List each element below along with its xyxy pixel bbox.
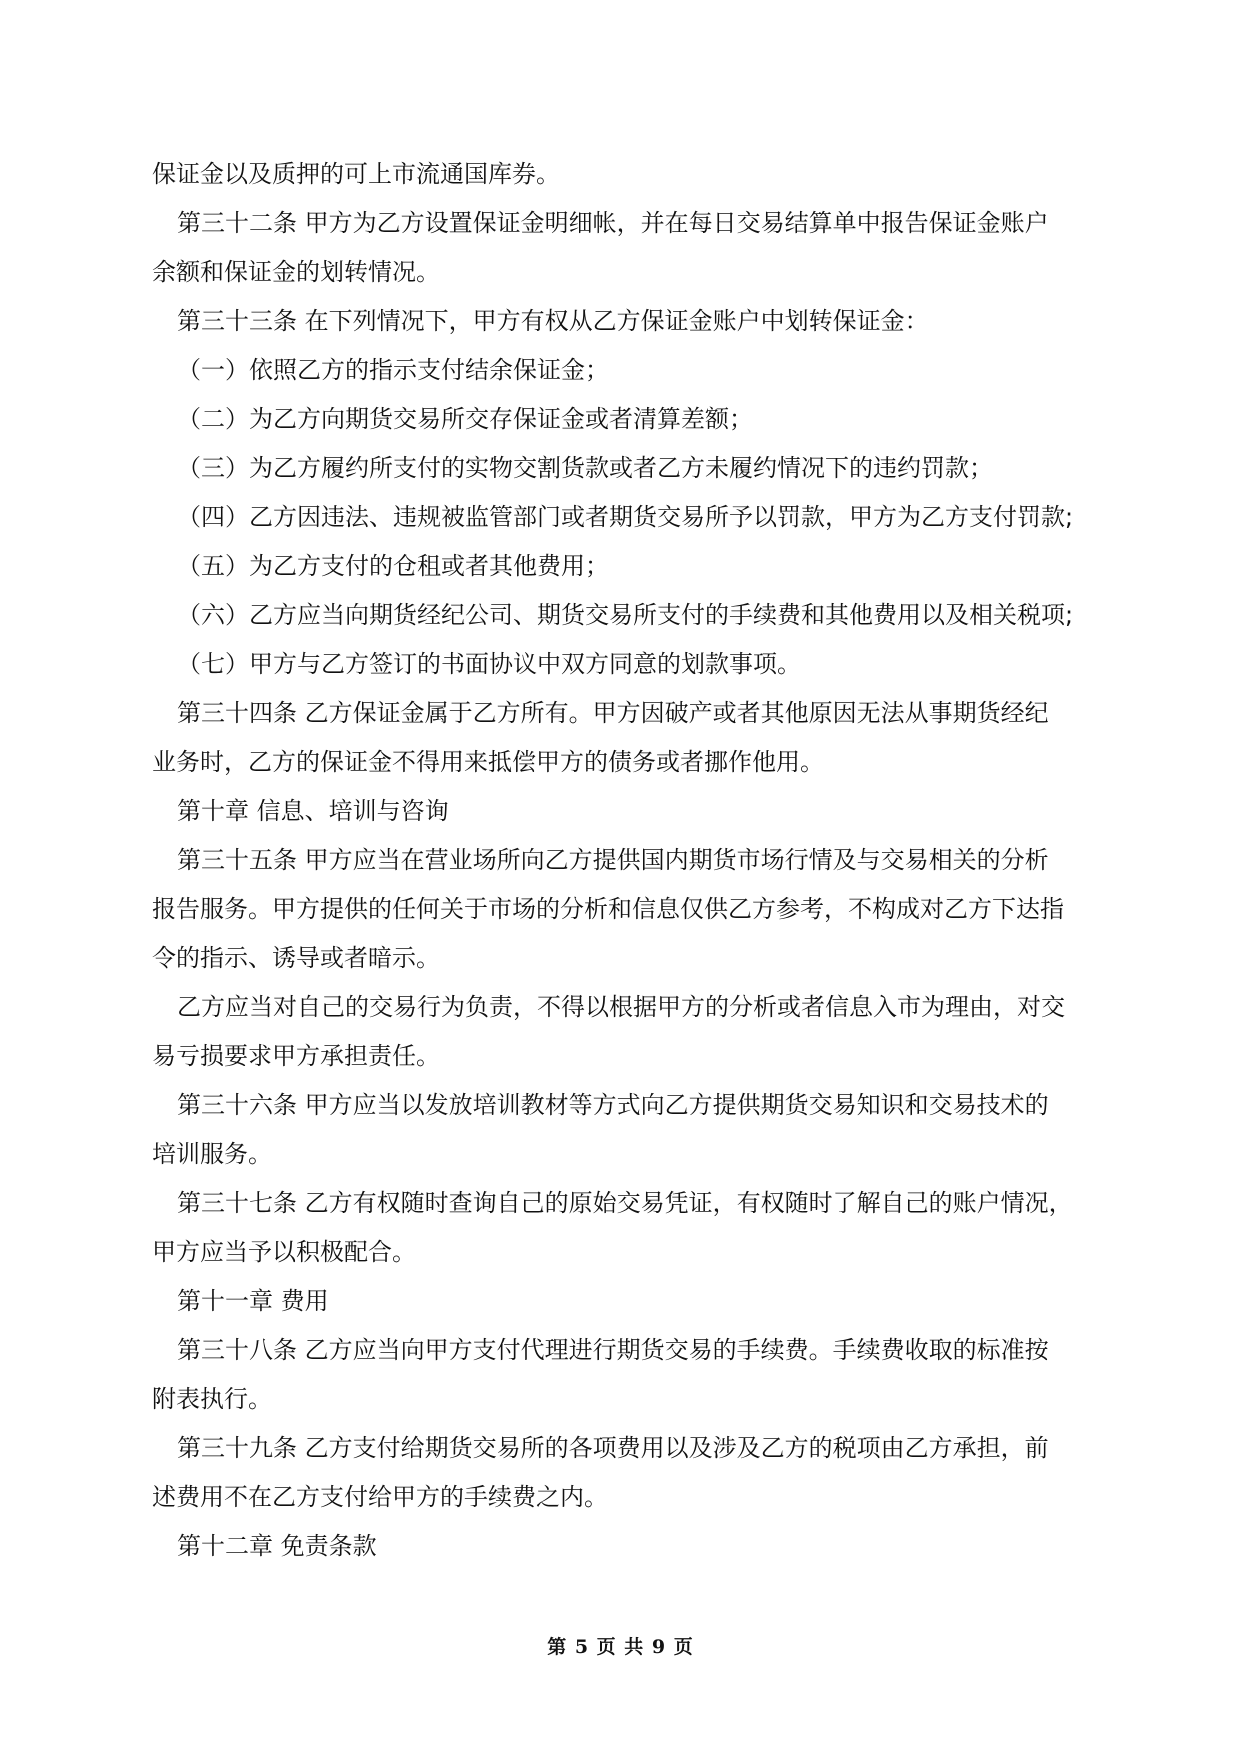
text-line: 第三十七条 乙方有权随时查询自己的原始交易凭证，有权随时了解自己的账户情况， xyxy=(177,1189,1073,1217)
text-line: 述费用不在乙方支付给甲方的手续费之内。 xyxy=(152,1483,608,1511)
text-line: 第三十九条 乙方支付给期货交易所的各项费用以及涉及乙方的税项由乙方承担，前 xyxy=(177,1434,1049,1462)
document-body xyxy=(152,150,1097,1571)
text-line: 令的指示、诱导或者暗示。 xyxy=(152,944,440,972)
text-line: 第三十二条 甲方为乙方设置保证金明细帐，并在每日交易结算单中报告保证金账户 xyxy=(177,209,1049,237)
text-line: 第十二章 免责条款 xyxy=(177,1532,377,1560)
text-line: 保证金以及质押的可上市流通国库券。 xyxy=(152,160,560,188)
text-line: 易亏损要求甲方承担责任。 xyxy=(152,1042,440,1070)
text-line: 第三十四条 乙方保证金属于乙方所有。甲方因破产或者其他原因无法从事期货经纪 xyxy=(177,699,1049,727)
text-line: （三）为乙方履约所支付的实物交割货款或者乙方未履约情况下的违约罚款； xyxy=(177,454,993,482)
text-line: （五）为乙方支付的仓租或者其他费用； xyxy=(177,552,609,580)
text-line: 报告服务。甲方提供的任何关于市场的分析和信息仅供乙方参考，不构成对乙方下达指 xyxy=(152,895,1064,923)
text-line: 第十一章 费用 xyxy=(177,1287,329,1315)
text-line: 培训服务。 xyxy=(152,1140,272,1168)
text-line: 第三十五条 甲方应当在营业场所向乙方提供国内期货市场行情及与交易相关的分析 xyxy=(177,846,1049,874)
body-text xyxy=(152,150,1097,1571)
text-line: 第三十六条 甲方应当以发放培训教材等方式向乙方提供期货交易知识和交易技术的 xyxy=(177,1091,1049,1119)
text-line: 第三十三条 在下列情况下，甲方有权从乙方保证金账户中划转保证金： xyxy=(177,307,929,335)
text-line: （一）依照乙方的指示支付结余保证金； xyxy=(177,356,609,384)
text-line: （七）甲方与乙方签订的书面协议中双方同意的划款事项。 xyxy=(177,650,801,678)
text-line: 乙方应当对自己的交易行为负责，不得以根据甲方的分析或者信息入市为理由，对交 xyxy=(177,993,1065,1021)
page-number-label: 第 5 页 共 9 页 xyxy=(547,1636,694,1658)
text-line: 第十章 信息、培训与咨询 xyxy=(177,797,449,825)
text-line: （四）乙方因违法、违规被监管部门或者期货交易所予以罚款，甲方为乙方支付罚款; xyxy=(177,503,1074,531)
text-line: 余额和保证金的划转情况。 xyxy=(152,258,440,286)
text-line: 第三十八条 乙方应当向甲方支付代理进行期货交易的手续费。手续费收取的标准按 xyxy=(177,1336,1049,1364)
text-line: 附表执行。 xyxy=(152,1385,272,1413)
text-line: 业务时，乙方的保证金不得用来抵偿甲方的债务或者挪作他用。 xyxy=(152,748,824,776)
page-footer xyxy=(0,1632,1241,1659)
text-line: （六）乙方应当向期货经纪公司、期货交易所支付的手续费和其他费用以及相关税项; xyxy=(177,601,1074,629)
text-line: （二）为乙方向期货交易所交存保证金或者清算差额； xyxy=(177,405,753,433)
text-line: 甲方应当予以积极配合。 xyxy=(152,1238,416,1266)
